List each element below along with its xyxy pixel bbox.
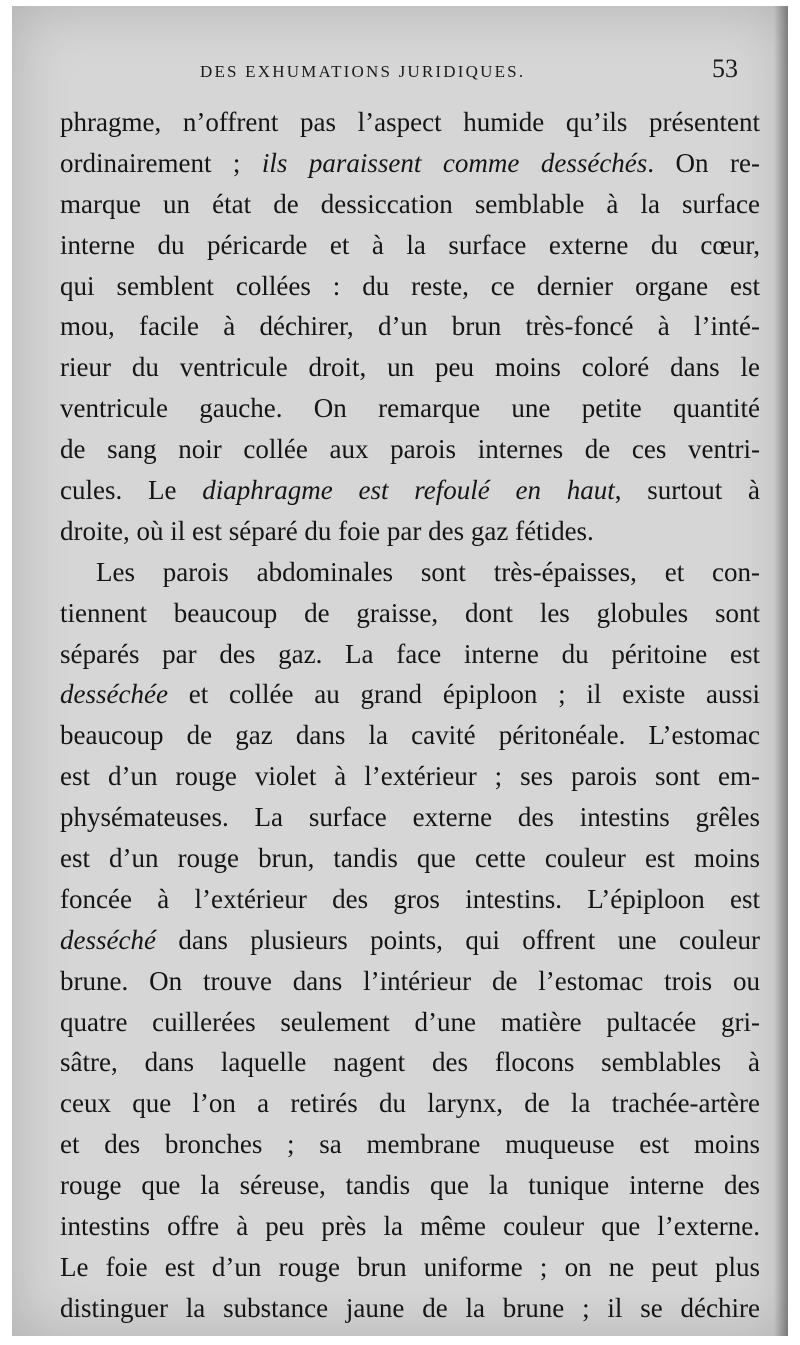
text-line: foncée à l’extérieur des gros intestins. L’épiploon est bbox=[60, 883, 760, 914]
text-line: mou, facile à déchirer, d’un brun très-foncé à l’inté- bbox=[60, 311, 760, 342]
text-line: de sang noir collée aux parois internes de ces ventri- bbox=[60, 434, 760, 465]
text-line: droite, où il est séparé du foie par des gaz fétides. bbox=[60, 515, 594, 546]
text-line: rieur du ventricule droit, un peu moins coloré dans le bbox=[60, 352, 760, 383]
text-line: et des bronches ; sa membrane muqueuse est moins bbox=[60, 1129, 760, 1160]
italic-phrase: desséchée bbox=[60, 679, 168, 710]
text-line: phragme, n’offrent pas l’aspect humide qu’ils présentent bbox=[60, 107, 760, 137]
text-line: physémateuses. La surface externe des intestins grêles bbox=[60, 802, 760, 833]
text-line: ordinairement ; ils paraissent comme desséchés. On re- bbox=[60, 147, 760, 178]
page-edge-shadow bbox=[774, 6, 788, 1336]
text-line: distinguer la substance jaune de la brune ; il se déchire bbox=[60, 1292, 760, 1323]
text-line: brune. On trouve dans l’intérieur de l’estomac trois ou bbox=[60, 965, 760, 996]
text-line: ventricule gauche. On remarque une petite quantité bbox=[60, 393, 760, 424]
text-line: desséchée et collée au grand épiploon ; il existe aussi bbox=[60, 679, 760, 710]
text-line: desséché dans plusieurs points, qui offrent une couleur bbox=[60, 924, 760, 955]
book-page bbox=[12, 6, 788, 1336]
text-line: interne du péricarde et à la surface externe du cœur, bbox=[60, 229, 760, 260]
body-text bbox=[60, 102, 760, 1329]
text-line: cules. Le diaphragme est refoulé en haut, surtout à bbox=[60, 475, 760, 506]
paragraph-first-line: Les parois abdominales sont très-épaisses, et con- bbox=[96, 556, 760, 587]
text-line: intestins offre à peu près la même couleur que l’externe. bbox=[60, 1211, 760, 1242]
page-number: 53 bbox=[712, 54, 738, 83]
text-line: quatre cuillerées seulement d’une matière pultacée gri- bbox=[60, 1006, 760, 1037]
text-line: rouge que la séreuse, tandis que la tunique interne des bbox=[60, 1170, 760, 1201]
text-line: séparés par des gaz. La face interne du péritoine est bbox=[60, 638, 760, 669]
italic-phrase: diaphragme est refoulé en haut bbox=[202, 475, 615, 506]
page-header bbox=[12, 54, 788, 94]
text-line: sâtre, dans laquelle nagent des flocons semblables à bbox=[60, 1047, 760, 1078]
text-line: est d’un rouge violet à l’extérieur ; ses parois sont em- bbox=[60, 761, 760, 792]
text-line: marque un état de dessiccation semblable à la surface bbox=[60, 188, 760, 219]
text-line: beaucoup de gaz dans la cavité péritonéale. L’estomac bbox=[60, 720, 760, 751]
text-line: tiennent beaucoup de graisse, dont les globules sont bbox=[60, 597, 760, 628]
italic-phrase: desséché bbox=[60, 924, 156, 955]
text-line: qui semblent collées : du reste, ce dernier organe est bbox=[60, 270, 760, 301]
text-line: Le foie est d’un rouge brun uniforme ; on ne peut plus bbox=[60, 1251, 760, 1282]
text-line: est d’un rouge brun, tandis que cette couleur est moins bbox=[60, 843, 760, 874]
running-head: DES EXHUMATIONS JURIDIQUES. bbox=[200, 62, 526, 81]
text-line: ceux que l’on a retirés du larynx, de la trachée-artère bbox=[60, 1088, 760, 1119]
italic-phrase: ils paraissent comme desséchés bbox=[261, 147, 648, 178]
